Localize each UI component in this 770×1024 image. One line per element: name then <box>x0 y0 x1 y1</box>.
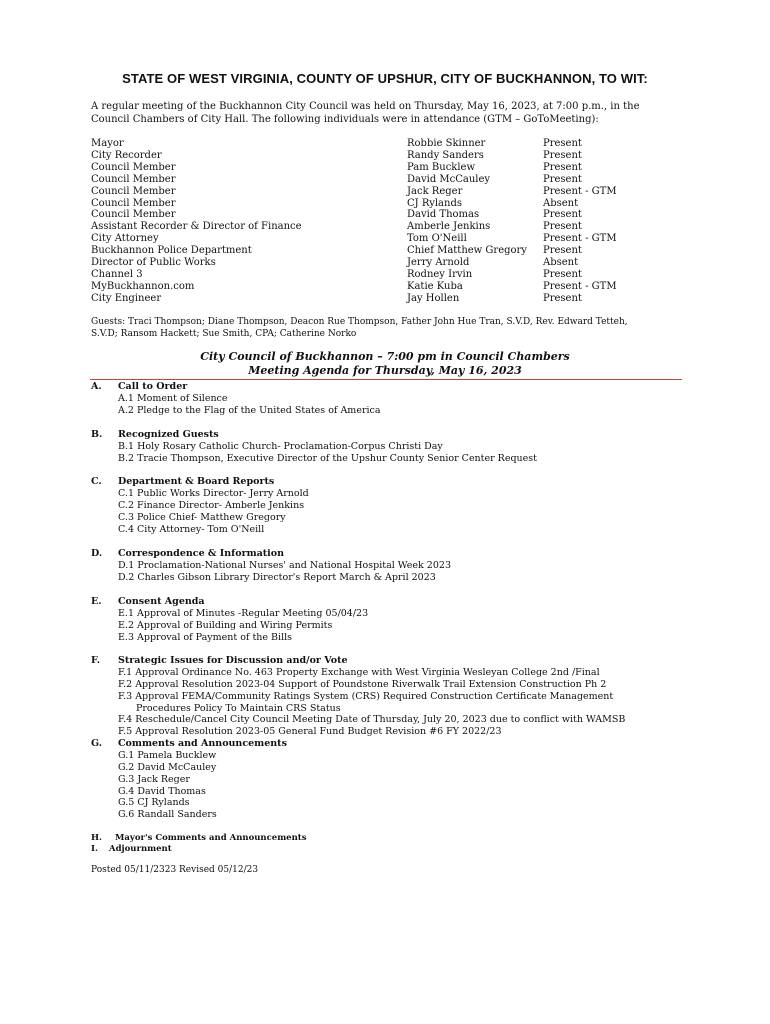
guests-line: S.V.D; Ransom Hackett; Sue Smith, CPA; Catherine Norko <box>91 329 357 339</box>
posted-date: Posted 05/11/2323 Revised 05/12/23 <box>91 865 259 875</box>
agenda-item: G.4 David Thomas <box>118 785 206 797</box>
attendance-status: Present <box>543 268 582 280</box>
agenda-item: E.2 Approval of Building and Wiring Permits <box>118 619 333 631</box>
attendance-statuses <box>543 138 617 305</box>
agenda-item: C.2 Finance Director- Amberle Jenkins <box>118 499 305 511</box>
attendance-status: Present - GTM <box>543 185 617 197</box>
section-title: Mayor's Comments and Announcements <box>115 833 307 843</box>
agenda-title-line: Meeting Agenda for Thursday, May 16, 2023 <box>248 363 522 377</box>
attendance-roles <box>91 138 302 305</box>
agenda-item: D.2 Charles Gibson Library Director's Report March & April 2023 <box>118 571 436 583</box>
attendance-names <box>407 138 527 305</box>
attendance-status: Present <box>543 292 582 304</box>
attendance-status: Present - GTM <box>543 233 617 245</box>
section-title: Call to Order <box>118 381 188 392</box>
section-title: Comments and Announcements <box>118 738 287 749</box>
section-letter: B. <box>91 429 103 440</box>
attendance-role: Council Member <box>91 173 176 185</box>
agenda-item-continuation: Procedures Policy To Maintain CRS Status <box>136 702 341 714</box>
agenda-item: G.6 Randall Sanders <box>118 809 217 821</box>
guests-list <box>91 316 691 340</box>
attendance-role: Channel 3 <box>91 268 143 280</box>
section-letter: I. <box>91 844 98 854</box>
attendance-role: Mayor <box>91 138 124 149</box>
attendance-status: Present <box>543 149 582 161</box>
section-title: Consent Agenda <box>118 596 205 607</box>
agenda-item: B.1 Holy Rosary Catholic Church- Proclamation-Corpus Christi Day <box>118 441 443 452</box>
attendance-role: Buckhannon Police Department <box>91 245 252 257</box>
agenda-item: G.1 Pamela Bucklew <box>118 750 217 761</box>
guests-line: Guests: Traci Thompson; Diane Thompson, Deacon Rue Thompson, Father John Hue Tran, S.V.D, Rev. Edward Tetteh, <box>91 317 628 327</box>
attendance-status: Present <box>543 173 582 185</box>
attendance-role: MyBuckhannon.com <box>91 280 195 292</box>
attendance-role: Council Member <box>91 185 176 197</box>
attendance-status: Present <box>543 245 582 257</box>
attendance-name: Jack Reger <box>407 185 463 197</box>
attendance-status: Present - GTM <box>543 280 617 292</box>
attendance-role: Director of Public Works <box>91 257 216 269</box>
section-title: Adjournment <box>109 844 172 854</box>
attendance-status: Absent <box>543 197 579 209</box>
section-letter: C. <box>91 476 102 487</box>
document-heading: STATE OF WEST VIRGINIA, COUNTY OF UPSHUR, CITY OF BUCKHANNON, TO WIT: <box>122 71 648 86</box>
section-title: Correspondence & Information <box>118 548 285 559</box>
attendance-name: Amberle Jenkins <box>407 221 491 233</box>
attendance-role: Council Member <box>91 209 176 221</box>
agenda-item: C.1 Public Works Director- Jerry Arnold <box>118 488 309 499</box>
section-letter: A. <box>91 381 102 392</box>
agenda-item: A.1 Moment of Silence <box>118 393 228 404</box>
section-letter: E. <box>91 596 102 607</box>
attendance-role: City Recorder <box>91 149 162 161</box>
section-items <box>118 560 451 584</box>
attendance-name: Pam Bucklew <box>407 161 476 173</box>
attendance-role: Assistant Recorder & Director of Finance <box>91 221 302 233</box>
section-letter: F. <box>91 655 101 666</box>
attendance-name: Jerry Arnold <box>407 257 470 269</box>
section-title: Recognized Guests <box>118 429 219 440</box>
attendance-name: Robbie Skinner <box>407 138 486 149</box>
attendance-name: CJ Rylands <box>407 197 462 209</box>
attendance-name: Katie Kuba <box>407 280 463 292</box>
agenda-item: G.2 David McCauley <box>118 761 217 773</box>
section-items <box>118 441 537 465</box>
attendance-status: Present <box>543 161 582 173</box>
section-letter: D. <box>91 548 103 559</box>
attendance-name: David McCauley <box>407 173 491 185</box>
section-items <box>118 667 625 738</box>
agenda-item: F.3 Approval FEMA/Community Ratings System (CRS) Required Construction Certificate Management <box>118 690 614 702</box>
section-title: Department & Board Reports <box>118 476 275 487</box>
agenda-item: F.5 Approval Resolution 2023-05 General Fund Budget Revision #6 FY 2022/23 <box>118 726 502 738</box>
attendance-status: Absent <box>543 257 579 269</box>
attendance-status: Present <box>543 209 582 221</box>
attendance-name: Jay Hollen <box>407 292 460 304</box>
intro-line: A regular meeting of the Buckhannon City Council was held on Thursday, May 16, 2023, at 7:00 p.m., in the <box>91 101 640 112</box>
agenda-item: C.4 City Attorney- Tom O'Neill <box>118 523 265 535</box>
attendance-role: Council Member <box>91 161 176 173</box>
agenda-item: G.5 CJ Rylands <box>118 797 190 809</box>
agenda-item: C.3 Police Chief- Matthew Gregory <box>118 511 286 523</box>
intro-line: Council Chambers of City Hall. The following individuals were in attendance (GTM – GoToMeeting): <box>91 113 599 125</box>
section-title: Strategic Issues for Discussion and/or Vote <box>118 655 348 666</box>
intro-paragraph <box>91 101 691 126</box>
agenda-item: A.2 Pledge to the Flag of the United States of America <box>118 404 381 416</box>
section-letter: G. <box>91 738 103 749</box>
section-items <box>118 608 368 644</box>
agenda-item: F.1 Approval Ordinance No. 463 Property Exchange with West Virginia Wesleyan College 2nd /Final <box>118 667 600 678</box>
agenda-item: G.3 Jack Reger <box>118 773 190 785</box>
agenda-title <box>0 350 770 377</box>
section-items <box>118 488 309 535</box>
section-items <box>118 393 381 417</box>
attendance-name: Chief Matthew Gregory <box>407 245 527 257</box>
attendance-role: City Attorney <box>91 233 159 245</box>
attendance-name: David Thomas <box>407 209 480 221</box>
attendance-status: Present <box>543 138 582 149</box>
agenda-item: D.1 Proclamation-National Nurses' and National Hospital Week 2023 <box>118 560 451 571</box>
agenda-item: E.3 Approval of Payment of the Bills <box>118 631 293 643</box>
attendance-role: Council Member <box>91 197 176 209</box>
attendance-name: Randy Sanders <box>407 149 484 161</box>
section-items <box>118 750 217 821</box>
agenda-item: B.2 Tracie Thompson, Executive Director of the Upshur County Senior Center Request <box>118 452 537 464</box>
agenda-divider <box>90 379 682 380</box>
attendance-status: Present <box>543 221 582 233</box>
agenda-item: F.2 Approval Resolution 2023-04 Support of Poundstone Riverwalk Trail Extension Construction Ph 2 <box>118 678 607 690</box>
section-letter: H. <box>91 833 102 843</box>
attendance-name: Rodney Irvin <box>407 268 473 280</box>
agenda-title-line: City Council of Buckhannon – 7:00 pm in Council Chambers <box>200 350 570 363</box>
agenda-item: F.4 Reschedule/Cancel City Council Meeting Date of Thursday, July 20, 2023 due to conflict with WAMSB <box>118 714 626 726</box>
attendance-name: Tom O'Neill <box>407 233 467 245</box>
attendance-role: City Engineer <box>91 292 162 304</box>
agenda-item: E.1 Approval of Minutes -Regular Meeting 05/04/23 <box>118 608 369 619</box>
